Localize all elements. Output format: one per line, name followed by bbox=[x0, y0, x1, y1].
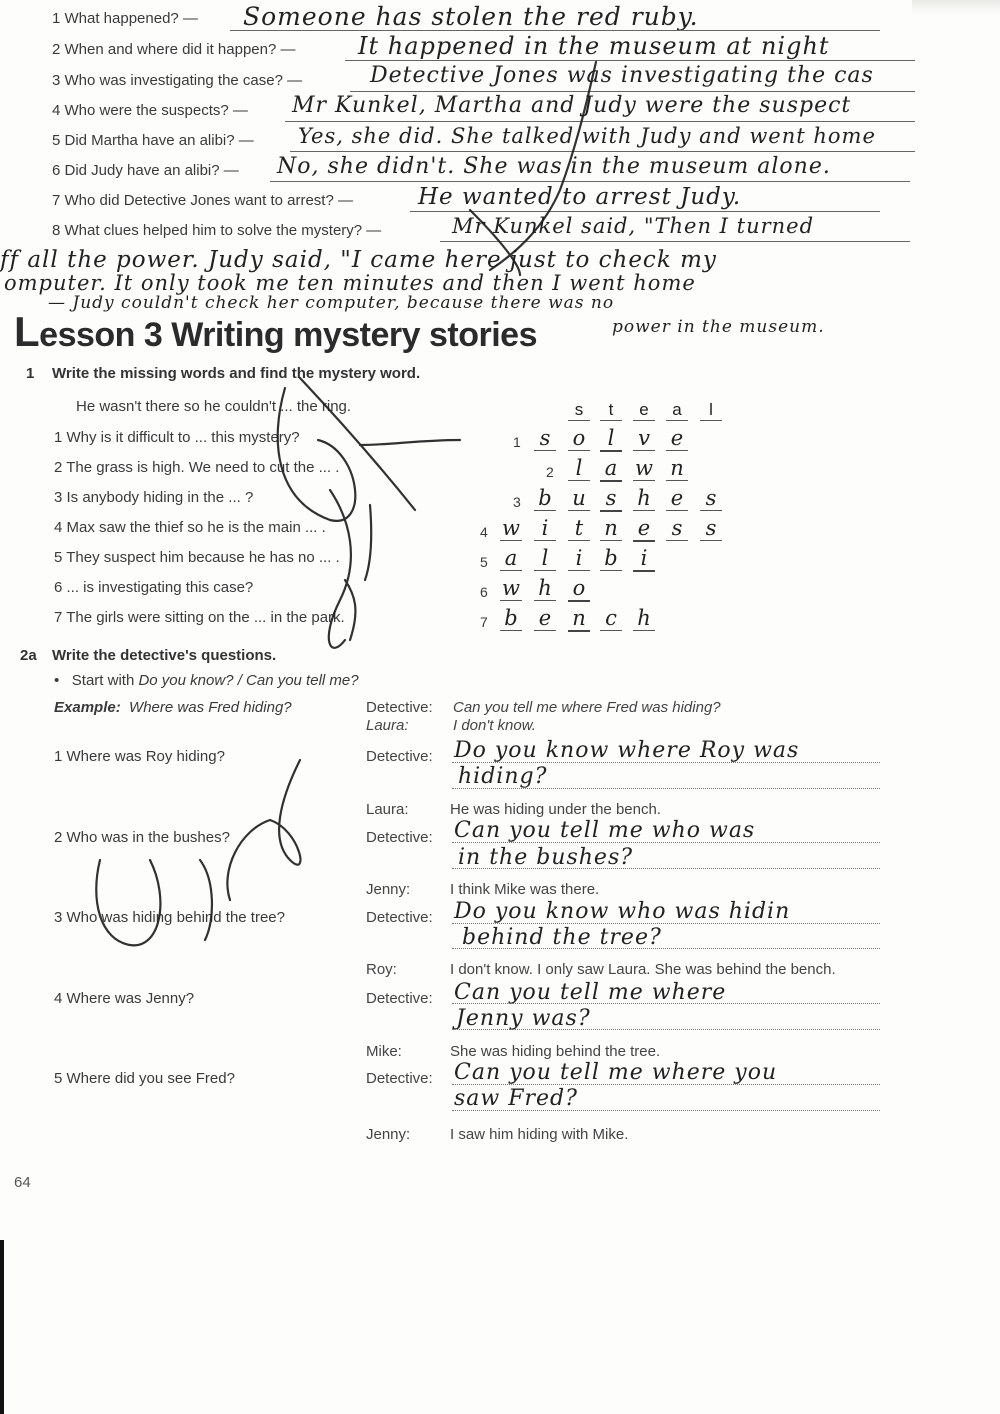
grid-letter: l bbox=[568, 456, 590, 481]
exercise-1-number: 1 bbox=[26, 365, 35, 382]
reply-label-2: Jenny: bbox=[366, 881, 411, 898]
detective-answer-1-line-2: hiding? bbox=[458, 764, 548, 789]
exercise-1-item-4: 4 Max saw the thief so he is the main ... . bbox=[54, 519, 326, 536]
answer-8-continuation-4: power in the museum. bbox=[612, 317, 825, 337]
detective-answer-1-line-1: Do you know where Roy was bbox=[454, 738, 800, 763]
exercise-1-item-1: 1 Why is it difficult to ... this mystery? bbox=[54, 429, 300, 446]
grid-row-number: 5 bbox=[480, 554, 488, 570]
grid-letter: l bbox=[534, 546, 556, 571]
question-6: 6 Did Judy have an alibi? — bbox=[52, 162, 239, 179]
bullet-icon: • bbox=[54, 672, 60, 689]
grid-letter: b bbox=[600, 546, 622, 571]
reply-text-1: He was hiding under the bench. bbox=[450, 801, 661, 818]
grid-row-number: 6 bbox=[480, 584, 488, 600]
grid-letter: n bbox=[600, 516, 622, 541]
reply-label-5: Jenny: bbox=[366, 1126, 411, 1143]
example-reply-text: I don't know. bbox=[453, 717, 536, 734]
exercise-2a-question-3: 3 Who was hiding behind the tree? bbox=[54, 909, 285, 926]
example-reply-label: Laura: bbox=[366, 717, 409, 734]
grid-letter: h bbox=[534, 576, 556, 601]
detective-answer-5-line-1: Can you tell me where you bbox=[454, 1060, 778, 1085]
reply-label-3: Roy: bbox=[366, 961, 397, 978]
grid-letter: t bbox=[568, 516, 590, 541]
reply-text-3: I don't know. I only saw Laura. She was behind the bench. bbox=[450, 961, 836, 978]
answer-5: Yes, she did. She talked with Judy and went home bbox=[298, 124, 876, 148]
grid-example-letter: s bbox=[568, 400, 590, 421]
detective-label: Detective: bbox=[366, 1070, 433, 1087]
grid-letter: i bbox=[633, 546, 655, 572]
grid-letter: w bbox=[500, 576, 522, 601]
detective-answer-3-line-2: behind the tree? bbox=[462, 925, 662, 950]
question-1: 1 What happened? — bbox=[52, 10, 198, 27]
answer-7: He wanted to arrest Judy. bbox=[418, 184, 742, 210]
grid-letter: b bbox=[500, 606, 522, 631]
question-2: 2 When and where did it happen? — bbox=[52, 41, 296, 58]
detective-answer-4-line-2: Jenny was? bbox=[456, 1006, 591, 1031]
detective-label: Detective: bbox=[366, 990, 433, 1007]
exercise-1-item-3: 3 Is anybody hiding in the ... ? bbox=[54, 489, 254, 506]
grid-letter: s bbox=[666, 516, 688, 541]
reply-text-2: I think Mike was there. bbox=[450, 881, 600, 898]
exercise-1-example: He wasn't there so he couldn't ... the ring. bbox=[76, 398, 352, 415]
detective-label: Detective: bbox=[366, 829, 433, 846]
grid-letter: l bbox=[600, 426, 622, 452]
detective-answer-5-line-2: saw Fred? bbox=[454, 1086, 578, 1111]
instruction-text: Start with bbox=[71, 672, 139, 689]
grid-letter: h bbox=[633, 486, 655, 511]
grid-letter: a bbox=[500, 546, 522, 571]
grid-example-letter: l bbox=[700, 400, 722, 421]
grid-letter: e bbox=[666, 426, 688, 451]
example-detective-text: Can you tell me where Fred was hiding? bbox=[453, 699, 721, 716]
example-detective-label: Detective: bbox=[366, 699, 433, 716]
grid-letter: s bbox=[534, 426, 556, 451]
grid-letter: s bbox=[700, 486, 722, 511]
grid-letter: u bbox=[568, 486, 590, 511]
grid-letter: b bbox=[534, 486, 556, 511]
grid-letter: i bbox=[534, 516, 556, 541]
grid-example-letter: a bbox=[666, 400, 688, 421]
exercise-2a-question-2: 2 Who was in the bushes? bbox=[54, 829, 230, 846]
grid-row-number: 3 bbox=[513, 494, 521, 510]
grid-example-letter: e bbox=[633, 400, 655, 421]
detective-answer-3-line-1: Do you know who was hidin bbox=[454, 899, 791, 924]
answer-4: Mr Kunkel, Martha and Judy were the suspect bbox=[292, 93, 852, 118]
answer-6: No, she didn't. She was in the museum alone. bbox=[277, 154, 831, 179]
answer-8: Mr Kunkel said, "Then I turned bbox=[452, 214, 815, 238]
grid-letter: s bbox=[700, 516, 722, 541]
grid-row-number: 4 bbox=[480, 524, 488, 540]
answer-8-continuation-2: omputer. It only took me ten minutes and then I went home bbox=[4, 271, 696, 295]
exercise-2a-number: 2a bbox=[20, 647, 37, 664]
reply-label-1: Laura: bbox=[366, 801, 409, 818]
grid-letter: v bbox=[633, 426, 655, 451]
detective-label: Detective: bbox=[366, 909, 433, 926]
grid-letter: i bbox=[568, 546, 590, 571]
lesson-title-rest: esson 3 Writing mystery stories bbox=[39, 316, 537, 354]
exercise-1-heading: Write the missing words and find the mystery word. bbox=[52, 365, 421, 382]
grid-letter: n bbox=[568, 606, 590, 632]
lesson-title-initial: L bbox=[14, 308, 40, 355]
grid-letter: w bbox=[500, 516, 522, 541]
grid-example-letter: t bbox=[600, 400, 622, 421]
reply-text-5: I saw him hiding with Mike. bbox=[450, 1126, 629, 1143]
answer-8-continuation-3: — Judy couldn't check her computer, because there was no bbox=[48, 293, 615, 313]
answer-3: Detective Jones was investigating the cas bbox=[370, 63, 874, 88]
exercise-1-item-2: 2 The grass is high. We need to cut the ... . bbox=[54, 459, 340, 476]
detective-label: Detective: bbox=[366, 748, 433, 765]
question-3: 3 Who was investigating the case? — bbox=[52, 72, 303, 89]
detective-answer-2-line-1: Can you tell me who was bbox=[454, 818, 756, 843]
exercise-2a-question-1: 1 Where was Roy hiding? bbox=[54, 748, 225, 765]
detective-answer-4-line-1: Can you tell me where bbox=[454, 980, 727, 1005]
page-number: 64 bbox=[14, 1174, 31, 1191]
example-question: Where was Fred hiding? bbox=[129, 699, 292, 716]
exercise-1-item-7: 7 The girls were sitting on the ... in the park. bbox=[54, 609, 345, 626]
detective-answer-2-line-2: in the bushes? bbox=[458, 845, 634, 870]
grid-letter: a bbox=[600, 456, 622, 482]
answer-8-continuation-1: ff all the power. Judy said, "I came here just to check my bbox=[0, 247, 717, 273]
grid-letter: c bbox=[600, 606, 622, 631]
answer-2: It happened in the museum at night bbox=[358, 32, 830, 60]
grid-letter: h bbox=[633, 606, 655, 631]
exercise-2a-question-5: 5 Where did you see Fred? bbox=[54, 1070, 235, 1087]
question-5: 5 Did Martha have an alibi? — bbox=[52, 132, 254, 149]
grid-letter: o bbox=[568, 576, 590, 602]
answer-1: Someone has stolen the red ruby. bbox=[243, 2, 699, 31]
grid-letter: e bbox=[666, 486, 688, 511]
grid-letter: o bbox=[568, 426, 590, 451]
question-4: 4 Who were the suspects? — bbox=[52, 102, 248, 119]
grid-row-number: 1 bbox=[513, 434, 521, 450]
question-7: 7 Who did Detective Jones want to arrest? — bbox=[52, 192, 353, 209]
grid-letter: e bbox=[534, 606, 556, 631]
exercise-1-item-5: 5 They suspect him because he has no ... . bbox=[54, 549, 340, 566]
question-8: 8 What clues helped him to solve the mystery? — bbox=[52, 222, 382, 239]
instruction-phrases: Do you know? / Can you tell me? bbox=[138, 672, 359, 689]
grid-letter: n bbox=[666, 456, 688, 481]
grid-letter: s bbox=[600, 486, 622, 512]
grid-letter: e bbox=[633, 516, 655, 542]
grid-row-number: 2 bbox=[546, 464, 554, 480]
reply-label-4: Mike: bbox=[366, 1043, 402, 1060]
grid-letter: w bbox=[633, 456, 655, 481]
example-label: Example: bbox=[54, 699, 121, 716]
exercise-2a-question-4: 4 Where was Jenny? bbox=[54, 990, 195, 1007]
grid-row-number: 7 bbox=[480, 614, 488, 630]
exercise-1-item-6: 6 ... is investigating this case? bbox=[54, 579, 254, 596]
reply-text-4: She was hiding behind the tree. bbox=[450, 1043, 661, 1060]
exercise-2a-heading: Write the detective's questions. bbox=[52, 647, 277, 664]
